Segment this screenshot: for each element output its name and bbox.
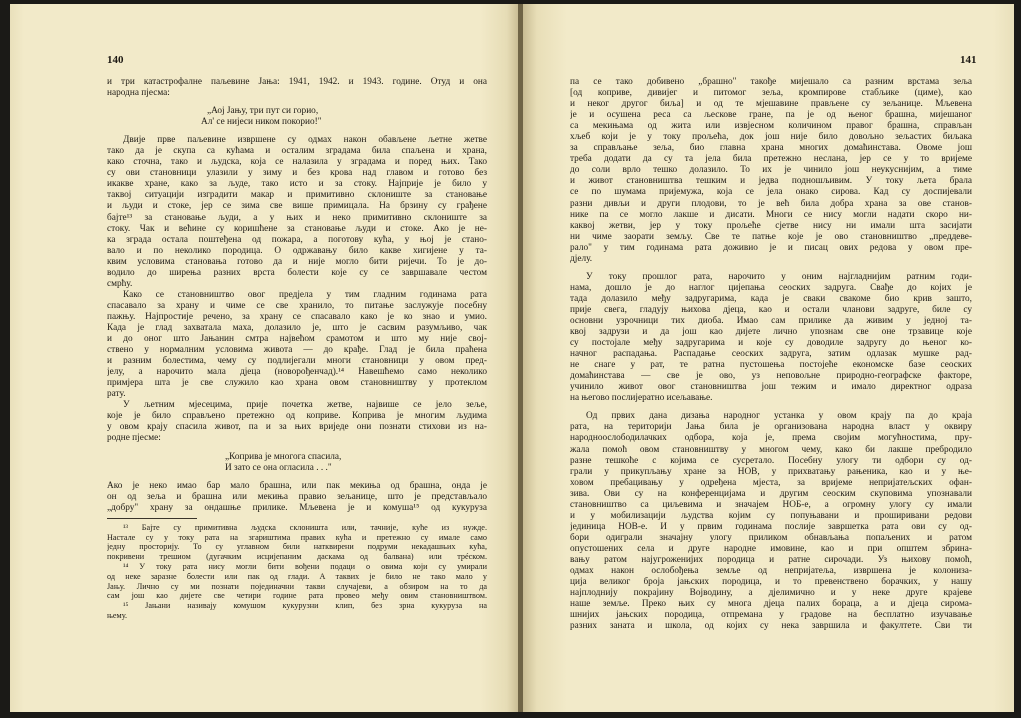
footnote-line: покривени трешиом (дугачким исцијепаним даскама од балвана) или трéском. [107,552,487,562]
left-page-number: 140 [107,54,124,66]
text-line: рату. [107,389,126,400]
text-line: на његово послијератно исељавање. [570,393,713,404]
text-line: квој задрузи и да још као дијете лично упознам све оне трзавице које [570,327,972,338]
text-line: је и осушена реса са љескове гране, па је од њеног брашна, мијешаног [570,110,972,121]
text-line: он од зеља и брашна или мекиња правио зељанице, што је представљало [107,491,487,502]
left-page-text [107,77,487,621]
text-line: и неког другог биља] и од те мјешавине прављене су зељанице. Мљевена [570,99,972,110]
book-spread [10,4,1014,712]
text-line: рало" у тим годинама рата доживио је и писац ових редова у овом пре- [570,242,972,253]
text-line: одмах након ослобођења земље од непријатеља, извршена је колониза- [570,566,972,577]
text-line: родне пјесме: [107,433,161,444]
footnote-line: једну просторију. То су углавном били натквирени подруми некадашњих кућа, [107,542,487,552]
text-line: жала помоћ овом становништву у многом чему, како би лакше пребродило [570,444,972,455]
right-page [523,4,1014,712]
footnotes [107,523,487,621]
text-line: икакве хране, како за људе, тако исто и за стоку. Најприје је било у [107,179,487,190]
left-page [10,4,518,712]
text-line: учинило живот овог становништва још тежим и имало директног одраза [570,382,972,393]
footnote-line: ¹⁴ У току рата нису могли бити вођени подаци о овима који су умирали [123,561,487,571]
text-line: Од првих дана дизања народног устанка у овом крају па до краја [586,411,972,422]
paragraph-gap [570,265,972,272]
footnote-divider [107,518,197,519]
text-line: вању ратом најугроженијих породица и ратне сирочади. Уз њихову помоћ, [570,554,972,565]
text-line: са мекињама од жита или извјесном количином правог брашна, справљан [570,121,972,132]
text-line: бори одиграли значајну улогу приликом обнављања попаљених и ратом [570,532,972,543]
text-line: опустошених села и друге народне имовине, као и при општем збрина- [570,543,972,554]
footnote-line: ¹⁵ Јањани називају комушом кукурузни клип, без зрна кукуруза на [123,601,487,611]
text-line: наше земље. Преко њих су многа дјеца палих бораца, а и дјеца сирома- [570,599,972,610]
footnote-line: од неке заразне болести или пак од глади. А таквих је било не тако мало у [107,571,487,581]
text-line: па се тако добивено „брашно" такође мијешало са разним врстама зеља [570,77,972,87]
text-line: стоку. Чак и већине су коришћене за становање људи и стоке. Ако је не- [107,223,487,234]
text-line: Како се становништво овог предјела у тим гладним годинама рата [123,289,487,300]
text-line: до соли врло тешко долазило. То их је чинило још неукуснијим, а тиме [570,165,972,176]
text-line: народна пјесма: [107,88,170,99]
text-line: начног распадања. Распадање сеоских задруга, затим одлазак мушке рад- [570,349,972,360]
text-line: становништво са циљевима и значајем НОБ-е, а огромну улогу су имали [570,499,972,510]
text-line: „добру" храну за ондашње прилике. Мљевена је и комушa¹⁵ од кукуруза [107,502,487,513]
text-line: водило до ширења разних врста болести које су се завршавале честом [107,267,487,278]
verse-line: „Аој Јању, три пут си горио, [207,106,319,117]
footnote-line: ¹³ Бајте су примитивна људска склоништа или, тачније, куће из нужде. [123,522,487,532]
text-line: и живот становништва тешким и једва подношљивим. У току љета брала [570,176,972,187]
text-line: рата, на територији Јања била је организована народна власт у оквиру [570,422,972,433]
text-line: у овом крају спасила живот, па и за њих вриједе они познати стихови из на- [107,422,487,433]
text-line: хљеб који је у току прољећа, док још није било довољно зељастих биљака [570,132,972,143]
text-line: најплоднију покрајину Војводину, а дјелимично и у неке друге крајеве [570,588,972,599]
text-line: спасавало за храну и чиме се све хранило, то питање заслужује посебну [107,300,487,311]
footnote-line: сам још као дијете све четири године рата провео међу овим становништвом. [107,591,487,601]
text-line: ховом пребацивању у одређена мјеста, за вријеме непријатељских офан- [570,477,972,488]
text-line: Када је глад захватала маха, долазило је, што је сасвим разумљиво, чак [107,322,487,333]
text-line: Ако је неко имао бар мало брашна, или пак мекиња од брашна, онда је [107,480,487,491]
text-line: и три катастрофалне паљевине Јања: 1941, 1942. и 1943. године. Отуд и она [107,77,487,87]
text-line: су постојале међу задругарима и које су доводиле задругу до њеног ко- [570,338,972,349]
text-line: тако да је скупа са кућама и осталим зградама била спаљена и храна, [107,146,487,157]
text-line: квим условима становања готово да и није могло бити ријечи. То је до- [107,256,487,267]
text-line: домаћинстава — све је ово, уз неповољне природно-географске факторе, [570,371,972,382]
text-line: народноослободилачких одбора, која је, према својим могућностима, пру- [570,433,972,444]
text-line: вало и по неколико породица. О одржавању било какве хигијене у та- [107,245,487,256]
text-line: [од коприве, дивијег и питомог зеља, кромпирове стабљике (циме), као [570,88,972,99]
text-line: У љетним мјесецима, прије почетка жетве, највише се јело зеље, [123,400,487,411]
verse-line: И зато се она огласила . . ." [225,462,332,473]
text-line: и до оног што Јањанин смтра највећом срамотом и што му није свој- [107,334,487,345]
text-line: разне тешкоће с којима се сусретало. Посебну улогу ти одбори су од- [570,455,972,466]
text-line: јелу, а нарочито мала дјеца (новорођенчад).¹⁴ Навешћемо само неколико [107,367,487,378]
text-line: грали у прикупљању хране за НОВ, у прихватању рањеника, као и у ње- [570,466,972,477]
right-page-number: 141 [960,54,977,66]
text-line: ствено у нормалним условима живота — до крађе. Глад је била праћена [107,345,487,356]
text-line: таквој ситуацији изградити макар и примитивно склониште за становање [107,190,487,201]
text-line: и у мобилизацији људства којим су попуњавани и проширивани редови [570,510,972,521]
text-line: разних заната и школа, од којих су нека завршила и факултете. Сви ти [570,621,972,632]
text-line: зива. Ови су на конференцијама и другим сеоским скуповима упознавали [570,488,972,499]
footnote-line: Јању. Лично су ми познати појединачни такви случајеви, а обзиром на то да [107,581,487,591]
footnote-line: Настале су у току рата на згариштима правих кућа и претежно су имале само [107,532,487,542]
text-line: ка зграда остала поштеђена од пожара, а поготову кућа, у њој је стано- [107,234,487,245]
text-line: основни узрочници тих диоба. Имао сам прилике да живим у једној та- [570,315,972,326]
text-line: дјелу. [570,253,593,264]
text-line: Двије прве паљевине извршене су одмах након обављене љетне жетве [123,135,487,146]
text-line: и људи и стоке, јер се зима све више примицала. На брзину су грађене [107,201,487,212]
text-line: тада долазило међу задругарима, када је сваки свакоме био крив зашто, [570,293,972,304]
text-line: примјера шта је све служило као храна овом становништву у протеклом [107,378,487,389]
text-line: које је било справљено претежно од коприве. Коприва је многим људима [107,411,487,422]
text-line: нике па се могло лакше и дисати. Многи се нису могли надати скоро ни- [570,209,972,220]
text-line: треба додати да су та јела била претежно неслана, јер се у то вријеме [570,154,972,165]
text-line: јединица НОВ-е. И у првим годинама послије завршетка рата ови су од- [570,521,972,532]
paragraph-gap [570,404,972,411]
text-line: како сточна, тако и људска, која се налазила у зградама и поред њих. Тако [107,157,487,168]
text-line: и разним болестима, чему су подлијегали многи становници у овом пред- [107,356,487,367]
text-line: нама, дошло је до наглог цијепања сеоских задруга. Свађе до којих је [570,282,972,293]
text-line: су ови становници улазили у зиму и без крова над главом и готово без [107,168,487,179]
text-line: У току прошлог рата, нарочито у оним најгладнијим ратним годи- [586,271,972,282]
text-line: ција великог броја јањских породица, и то превенствено борачких, у нашу [570,577,972,588]
right-page-text [570,77,972,632]
text-line: се по шумама пријемужа, која се јела онако сирова. Кад су доспијевали [570,187,972,198]
verse-line: „Коприва је многога спасила, [225,451,342,462]
text-line: за справљање зеља, био главна храна многих домаћинстава. Овоме још [570,143,972,154]
text-line: бајте¹³ за становање људи, а у њих и нeкo примитивно склониште за [107,212,487,223]
text-line: каквој жетви, јер у току прољеће сјетве нису ни имали шта засијати [570,220,972,231]
text-line: не снаге у рат, те ратна пустошења постојеће економске базе сеоских [570,360,972,371]
text-line: шнијих јањских породица, отпремана у градове на бесплатно изучавање [570,610,972,621]
footnote-line: њему. [107,610,128,620]
text-line: разни дивљи и други плодови, то је већ била добра храна за ове станов- [570,198,972,209]
text-line: ни чиме заорати земљу. Све те патње које је ово становништво „преддеве- [570,231,972,242]
text-line: пажњу. Најпростије речено, за храну се спасавало како је ко знао и умио. [107,311,487,322]
text-line: прије свега, гладују њихова дјеца, као и остали чланови задруге, биле су [570,304,972,315]
text-line: смрћу. [107,278,133,289]
verse-line: Ал' се нијеси ником покорио!" [201,117,322,128]
